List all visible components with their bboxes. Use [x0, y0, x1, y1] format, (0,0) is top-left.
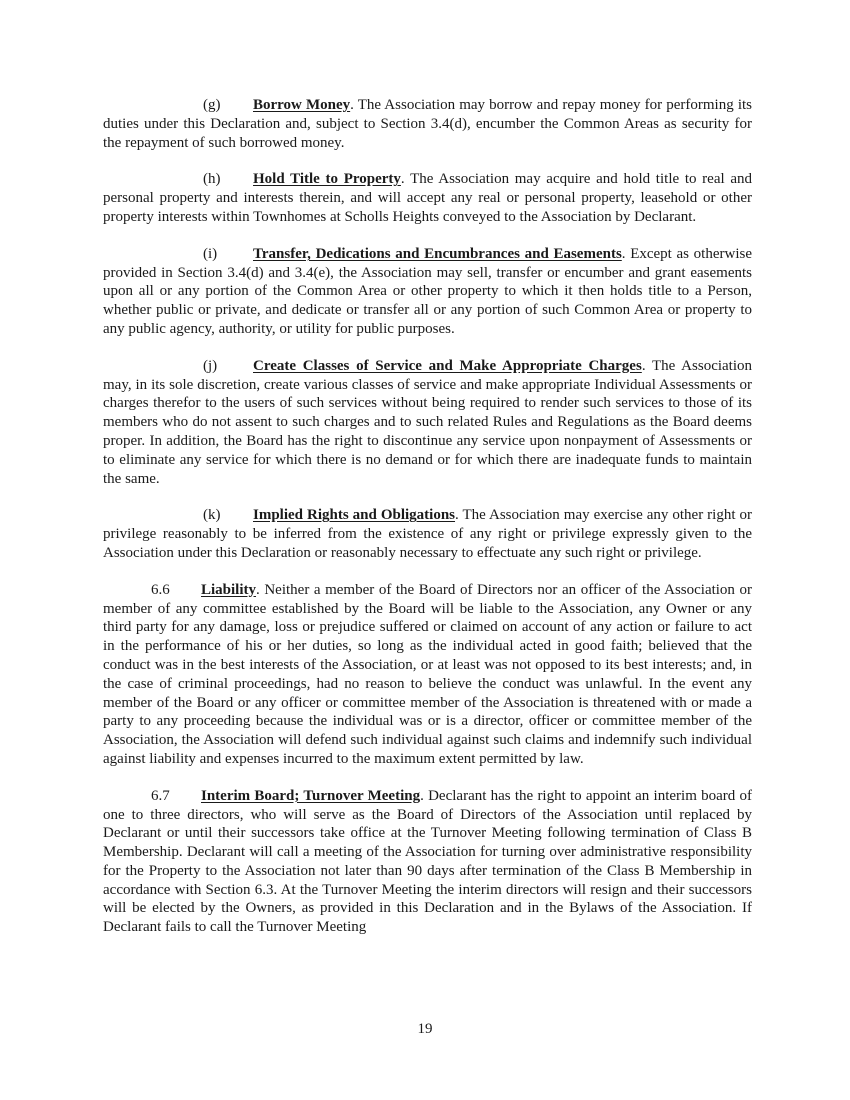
- paragraph-body: . The Association may exercise any other right or privilege reasonably to be inferred from the existence of any right or privilege expressly given to the Association under this Declaration or reasonably necessary to effectuate any such right or privilege.: [103, 507, 752, 561]
- section-6-7: [103, 787, 752, 937]
- section-number: 6.6: [151, 581, 170, 598]
- paragraph-body: . The Association may borrow and repay money for performing its duties under this Declaration and, subject to Section 3.4(d), encumber the Common Areas as security for the repayment of such borrowed money.: [103, 97, 752, 151]
- section-number: 6.7: [151, 787, 170, 804]
- paragraph-label: (g): [203, 97, 221, 113]
- paragraph-label: (k): [203, 507, 221, 524]
- paragraph-body: . The Association may, in its sole discretion, create various classes of service and make appropriate Individual Assessments or charges therefor to the users of such services without being required to render such services to those of its members who do not assent to such charges and to such related Rules and Regulations as the Board deems proper. In addition, the Board has the right to discontinue any service upon nonpayment of Assessments or to eliminate any service for which there is no demand or for which there are inadequate funds to maintain the same.: [103, 357, 753, 487]
- paragraph-g: [103, 96, 752, 152]
- paragraph-heading: Borrow Money: [253, 97, 351, 113]
- paragraph-heading: Create Classes of Service and Make Appropriate Charges: [253, 357, 642, 374]
- document-page: [103, 96, 752, 937]
- section-body: . Neither a member of the Board of Directors nor an officer of the Association or member of any committee established by the Board will be liable to the Association, any Owner or any third party for any damage, loss or prejudice suffered or claimed on account of any action or failure to act in the performance of his or her duties, so long as the individual acted in good faith; believed that the conduct was in the best interests of the Association, or at least was not opposed to its best interests; and, in the case of criminal proceedings, had no reason to believe the conduct was unlawful. In the event any member of the Board or any officer or committee member of the Association is threatened with or made a party to any proceeding because the individual was or is a director, officer or committee member of the Association, the Association will defend such individual against such claims and indemnify such individual against liability and expenses incurred to the maximum extent permitted by law.: [103, 581, 752, 767]
- paragraph-k: [103, 506, 752, 562]
- paragraph-body: . Except as otherwise provided in Section 3.4(d) and 3.4(e), the Association may sell, transfer or encumber and grant easements upon all or any portion of the Common Area or other property to which it then holds title to a Person, whether public or private, and dedicate or transfer all or any portion of such Common Area or property to any public agency, authority, or utility for public purposes.: [103, 245, 752, 337]
- paragraph-j: [103, 357, 752, 489]
- paragraph-h: [103, 170, 752, 226]
- section-heading: Interim Board; Turnover Meeting: [201, 787, 421, 804]
- paragraph-body: . The Association may acquire and hold title to real and personal property and interests therein, and will accept any real or personal property, leasehold or other property interests within Townhomes at Scholls Heights conveyed to the Association by Declarant.: [103, 171, 753, 225]
- paragraph-label: (i): [203, 245, 218, 262]
- paragraph-i: [103, 245, 752, 339]
- section-6-6: [103, 581, 752, 769]
- section-heading: Liability: [201, 581, 257, 598]
- paragraph-label: (h): [203, 171, 221, 188]
- paragraph-heading: Hold Title to Property: [253, 171, 401, 188]
- section-body: . Declarant has the right to appoint an interim board of one to three directors, who will serve as the Board of Directors of the Association until replaced by Declarant or until their successors take office at the Turnover Meeting following termination of Class B Membership. Declarant will call a meeting of the Association for turning over administrative responsibility for the Property to the Association not later than 90 days after termination of the Class B Membership in accordance with Section 6.3. At the Turnover Meeting the interim directors will resign and their successors will be elected by the Owners, as provided in this Declaration and in the Bylaws of the Association. If Declarant fails to call the Turnover Meeting: [103, 787, 753, 936]
- paragraph-heading: Transfer, Dedications and Encumbrances and Easements: [253, 245, 622, 262]
- paragraph-label: (j): [203, 357, 218, 374]
- page-number: 19: [417, 1021, 433, 1037]
- paragraph-heading: Implied Rights and Obligations: [253, 507, 456, 524]
